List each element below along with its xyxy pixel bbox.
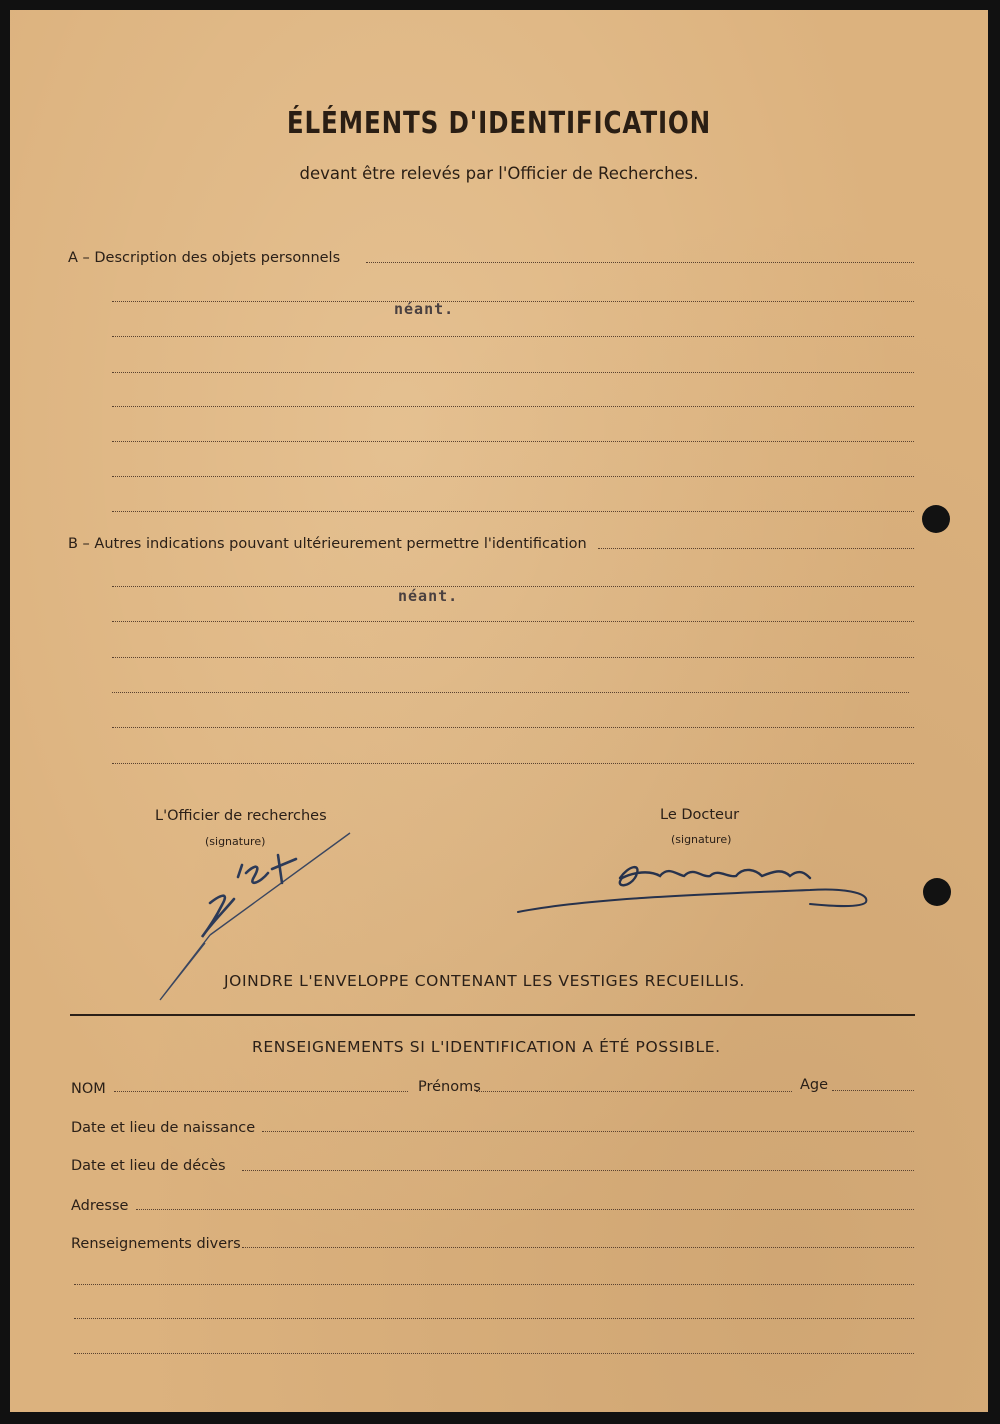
officer-signature-note: (signature)	[205, 835, 266, 848]
adresse-field	[136, 1209, 914, 1210]
adresse-label: Adresse	[71, 1198, 129, 1214]
section-a-line-6	[112, 441, 914, 442]
section-b-line-1	[598, 548, 914, 549]
divers-field-1	[242, 1247, 914, 1248]
section-divider	[70, 1014, 915, 1016]
instruction-text: JOINDRE L'ENVELOPPE CONTENANT LES VESTIGES RECUEILLIS.	[224, 972, 745, 990]
nom-field	[114, 1091, 408, 1092]
divers-field-3	[74, 1318, 914, 1319]
prenoms-field	[476, 1091, 792, 1092]
form-subtitle: devant être relevés par l'Officier de Recherches.	[299, 164, 699, 183]
section-a-typed-value: néant.	[394, 300, 455, 318]
section-b-line-7	[112, 763, 914, 764]
divers-label: Renseignements divers	[71, 1236, 241, 1252]
age-label: Age	[800, 1077, 829, 1093]
section-b-line-4	[112, 657, 914, 658]
section-a-line-4	[112, 372, 914, 373]
officer-title: L'Officier de recherches	[155, 808, 327, 824]
naissance-label: Date et lieu de naissance	[71, 1120, 256, 1136]
section-a-line-2	[112, 301, 914, 302]
doctor-title: Le Docteur	[660, 807, 740, 823]
divers-field-4	[74, 1353, 914, 1354]
section-a-line-5	[112, 406, 914, 407]
doctor-signature-note: (signature)	[671, 833, 732, 846]
section-b-line-3	[112, 621, 914, 622]
section-b-label: B – Autres indications pouvant ultérieurement permettre l'identification	[68, 536, 587, 552]
identification-heading: RENSEIGNEMENTS SI L'IDENTIFICATION A ÉTÉ POSSIBLE.	[252, 1038, 721, 1056]
section-a-line-1	[366, 262, 914, 263]
form-title: ÉLÉMENTS D'IDENTIFICATION	[286, 106, 712, 141]
section-a-label: A – Description des objets personnels	[68, 250, 341, 266]
deces-field	[242, 1170, 914, 1171]
divers-field-2	[74, 1284, 914, 1285]
form-sheet	[10, 10, 988, 1412]
nom-label: NOM	[71, 1081, 106, 1097]
section-b-line-5	[112, 692, 909, 693]
naissance-field	[262, 1131, 914, 1132]
section-b-typed-value: néant.	[398, 587, 459, 605]
doctor-signature-image	[510, 848, 880, 918]
punch-hole-bottom	[923, 878, 951, 906]
deces-label: Date et lieu de décès	[71, 1158, 226, 1174]
section-b-line-2	[112, 586, 914, 587]
section-a-line-7	[112, 476, 914, 477]
punch-hole-top	[922, 505, 950, 533]
prenoms-label: Prénoms	[418, 1079, 481, 1095]
section-a-line-8	[112, 511, 914, 512]
section-b-line-6	[112, 727, 914, 728]
section-a-line-3	[112, 336, 914, 337]
age-field	[832, 1090, 914, 1091]
